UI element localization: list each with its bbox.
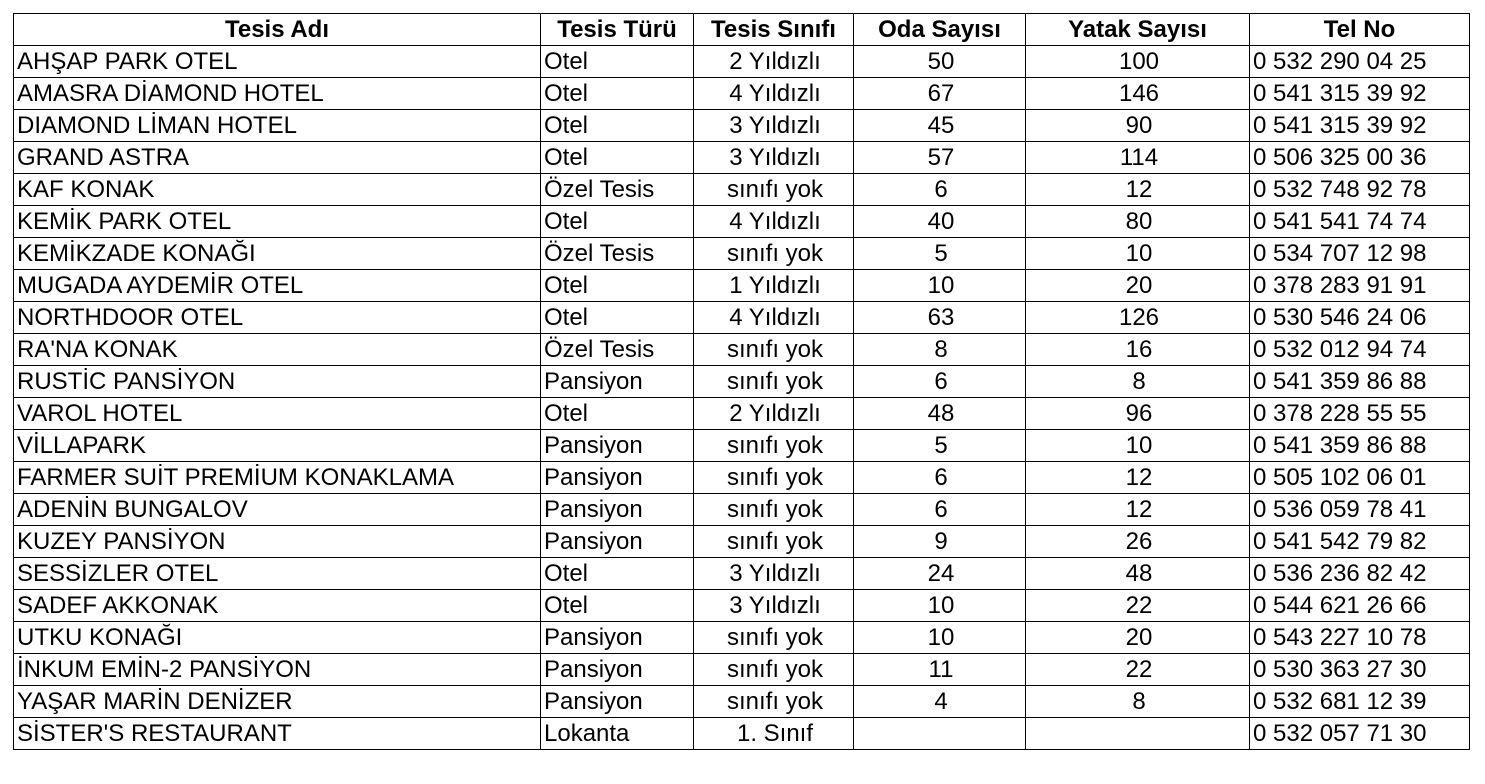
cell-phone: 0 543 227 10 78 <box>1250 622 1470 654</box>
cell-phone: 0 541 359 86 88 <box>1250 430 1470 462</box>
table-row <box>14 206 1470 238</box>
cell-phone: 0 530 363 27 30 <box>1250 654 1470 686</box>
cell-bed-count: 20 <box>1026 622 1250 654</box>
header-row <box>14 14 1470 46</box>
cell-phone: 0 532 290 04 25 <box>1250 46 1470 78</box>
cell-facility-type: Pansiyon <box>541 622 694 654</box>
cell-bed-count: 12 <box>1026 174 1250 206</box>
cell-facility-class: sınıfı yok <box>694 462 854 494</box>
facility-table <box>13 13 1470 750</box>
cell-facility-name: KEMİK PARK OTEL <box>14 206 541 238</box>
cell-facility-name: YAŞAR MARİN DENİZER <box>14 686 541 718</box>
cell-facility-type: Otel <box>541 302 694 334</box>
cell-facility-type: Otel <box>541 558 694 590</box>
cell-room-count: 24 <box>854 558 1026 590</box>
cell-facility-type: Pansiyon <box>541 494 694 526</box>
cell-room-count: 57 <box>854 142 1026 174</box>
cell-facility-name: AHŞAP PARK OTEL <box>14 46 541 78</box>
table-row <box>14 430 1470 462</box>
cell-facility-name: KAF KONAK <box>14 174 541 206</box>
cell-facility-type: Otel <box>541 78 694 110</box>
cell-room-count: 63 <box>854 302 1026 334</box>
cell-facility-name: AMASRA DİAMOND HOTEL <box>14 78 541 110</box>
cell-facility-class: 4 Yıldızlı <box>694 206 854 238</box>
cell-facility-name: İNKUM EMİN-2 PANSİYON <box>14 654 541 686</box>
cell-facility-class: sınıfı yok <box>694 174 854 206</box>
table-row <box>14 718 1470 750</box>
table-row <box>14 462 1470 494</box>
cell-bed-count: 96 <box>1026 398 1250 430</box>
cell-room-count: 6 <box>854 462 1026 494</box>
table-row <box>14 686 1470 718</box>
header-facility-type: Tesis Türü <box>541 14 694 46</box>
cell-room-count: 6 <box>854 366 1026 398</box>
cell-bed-count: 100 <box>1026 46 1250 78</box>
cell-bed-count: 26 <box>1026 526 1250 558</box>
cell-facility-class: sınıfı yok <box>694 334 854 366</box>
cell-facility-class: 1 Yıldızlı <box>694 270 854 302</box>
cell-bed-count: 12 <box>1026 494 1250 526</box>
header-facility-class: Tesis Sınıfı <box>694 14 854 46</box>
table-row <box>14 398 1470 430</box>
table-row <box>14 142 1470 174</box>
cell-facility-name: VİLLAPARK <box>14 430 541 462</box>
cell-facility-type: Otel <box>541 142 694 174</box>
cell-facility-name: ADENİN BUNGALOV <box>14 494 541 526</box>
cell-bed-count <box>1026 718 1250 750</box>
cell-room-count <box>854 718 1026 750</box>
cell-room-count: 6 <box>854 174 1026 206</box>
table-row <box>14 46 1470 78</box>
cell-facility-type: Özel Tesis <box>541 334 694 366</box>
table-row <box>14 654 1470 686</box>
cell-facility-class: 2 Yıldızlı <box>694 398 854 430</box>
cell-facility-type: Otel <box>541 270 694 302</box>
table-row <box>14 366 1470 398</box>
cell-phone: 0 532 681 12 39 <box>1250 686 1470 718</box>
table-row <box>14 558 1470 590</box>
table-row <box>14 526 1470 558</box>
cell-facility-name: SİSTER'S RESTAURANT <box>14 718 541 750</box>
table-row <box>14 270 1470 302</box>
cell-bed-count: 146 <box>1026 78 1250 110</box>
cell-phone: 0 532 057 71 30 <box>1250 718 1470 750</box>
header-phone: Tel No <box>1250 14 1470 46</box>
cell-phone: 0 541 359 86 88 <box>1250 366 1470 398</box>
cell-phone: 0 534 707 12 98 <box>1250 238 1470 270</box>
cell-facility-name: RA'NA KONAK <box>14 334 541 366</box>
cell-facility-name: KEMİKZADE KONAĞI <box>14 238 541 270</box>
cell-bed-count: 22 <box>1026 654 1250 686</box>
cell-facility-type: Otel <box>541 590 694 622</box>
cell-bed-count: 90 <box>1026 110 1250 142</box>
cell-bed-count: 20 <box>1026 270 1250 302</box>
cell-room-count: 48 <box>854 398 1026 430</box>
table-row <box>14 78 1470 110</box>
cell-room-count: 5 <box>854 430 1026 462</box>
header-bed-count: Yatak Sayısı <box>1026 14 1250 46</box>
cell-facility-name: GRAND ASTRA <box>14 142 541 174</box>
cell-facility-class: sınıfı yok <box>694 430 854 462</box>
cell-facility-name: MUGADA AYDEMİR OTEL <box>14 270 541 302</box>
cell-facility-class: sınıfı yok <box>694 238 854 270</box>
table-row <box>14 238 1470 270</box>
cell-facility-class: sınıfı yok <box>694 686 854 718</box>
cell-facility-name: SESSİZLER OTEL <box>14 558 541 590</box>
cell-facility-class: 1. Sınıf <box>694 718 854 750</box>
cell-facility-name: RUSTİC PANSİYON <box>14 366 541 398</box>
header-facility-name: Tesis Adı <box>14 14 541 46</box>
cell-facility-type: Özel Tesis <box>541 174 694 206</box>
cell-facility-type: Otel <box>541 46 694 78</box>
cell-room-count: 5 <box>854 238 1026 270</box>
cell-facility-name: SADEF AKKONAK <box>14 590 541 622</box>
cell-room-count: 9 <box>854 526 1026 558</box>
cell-facility-type: Pansiyon <box>541 366 694 398</box>
cell-bed-count: 22 <box>1026 590 1250 622</box>
cell-facility-class: 3 Yıldızlı <box>694 142 854 174</box>
cell-facility-class: 4 Yıldızlı <box>694 302 854 334</box>
cell-facility-type: Özel Tesis <box>541 238 694 270</box>
cell-phone: 0 536 236 82 42 <box>1250 558 1470 590</box>
cell-phone: 0 378 228 55 55 <box>1250 398 1470 430</box>
cell-bed-count: 10 <box>1026 238 1250 270</box>
cell-bed-count: 48 <box>1026 558 1250 590</box>
cell-facility-class: sınıfı yok <box>694 366 854 398</box>
cell-facility-class: 3 Yıldızlı <box>694 558 854 590</box>
cell-facility-class: 3 Yıldızlı <box>694 590 854 622</box>
cell-bed-count: 12 <box>1026 462 1250 494</box>
cell-facility-type: Pansiyon <box>541 462 694 494</box>
cell-facility-name: VAROL HOTEL <box>14 398 541 430</box>
cell-room-count: 10 <box>854 622 1026 654</box>
cell-facility-name: KUZEY PANSİYON <box>14 526 541 558</box>
cell-facility-class: sınıfı yok <box>694 622 854 654</box>
table-row <box>14 174 1470 206</box>
cell-facility-type: Otel <box>541 398 694 430</box>
cell-phone: 0 378 283 91 91 <box>1250 270 1470 302</box>
cell-phone: 0 536 059 78 41 <box>1250 494 1470 526</box>
table-row <box>14 334 1470 366</box>
cell-facility-type: Otel <box>541 206 694 238</box>
table-row <box>14 110 1470 142</box>
cell-facility-type: Pansiyon <box>541 526 694 558</box>
cell-room-count: 10 <box>854 270 1026 302</box>
cell-phone: 0 541 542 79 82 <box>1250 526 1470 558</box>
cell-room-count: 50 <box>854 46 1026 78</box>
cell-facility-name: FARMER SUİT PREMİUM KONAKLAMA <box>14 462 541 494</box>
cell-facility-class: sınıfı yok <box>694 654 854 686</box>
cell-room-count: 67 <box>854 78 1026 110</box>
cell-room-count: 10 <box>854 590 1026 622</box>
table-row <box>14 494 1470 526</box>
cell-phone: 0 541 541 74 74 <box>1250 206 1470 238</box>
cell-bed-count: 114 <box>1026 142 1250 174</box>
cell-phone: 0 544 621 26 66 <box>1250 590 1470 622</box>
cell-facility-type: Pansiyon <box>541 654 694 686</box>
table-row <box>14 622 1470 654</box>
cell-facility-class: sınıfı yok <box>694 526 854 558</box>
cell-facility-type: Otel <box>541 110 694 142</box>
cell-facility-name: DIAMOND LİMAN HOTEL <box>14 110 541 142</box>
table-row <box>14 302 1470 334</box>
cell-facility-type: Pansiyon <box>541 686 694 718</box>
cell-room-count: 45 <box>854 110 1026 142</box>
cell-facility-type: Pansiyon <box>541 430 694 462</box>
cell-facility-class: 3 Yıldızlı <box>694 110 854 142</box>
cell-room-count: 40 <box>854 206 1026 238</box>
cell-phone: 0 506 325 00 36 <box>1250 142 1470 174</box>
cell-phone: 0 541 315 39 92 <box>1250 110 1470 142</box>
header-room-count: Oda Sayısı <box>854 14 1026 46</box>
cell-facility-class: sınıfı yok <box>694 494 854 526</box>
cell-facility-class: 2 Yıldızlı <box>694 46 854 78</box>
table-row <box>14 590 1470 622</box>
cell-phone: 0 505 102 06 01 <box>1250 462 1470 494</box>
cell-facility-name: UTKU KONAĞI <box>14 622 541 654</box>
cell-facility-name: NORTHDOOR OTEL <box>14 302 541 334</box>
cell-phone: 0 541 315 39 92 <box>1250 78 1470 110</box>
cell-bed-count: 126 <box>1026 302 1250 334</box>
cell-phone: 0 532 748 92 78 <box>1250 174 1470 206</box>
cell-phone: 0 532 012 94 74 <box>1250 334 1470 366</box>
cell-facility-type: Lokanta <box>541 718 694 750</box>
cell-bed-count: 80 <box>1026 206 1250 238</box>
cell-room-count: 4 <box>854 686 1026 718</box>
cell-bed-count: 8 <box>1026 686 1250 718</box>
cell-room-count: 11 <box>854 654 1026 686</box>
cell-room-count: 8 <box>854 334 1026 366</box>
cell-room-count: 6 <box>854 494 1026 526</box>
cell-bed-count: 10 <box>1026 430 1250 462</box>
cell-phone: 0 530 546 24 06 <box>1250 302 1470 334</box>
cell-facility-class: 4 Yıldızlı <box>694 78 854 110</box>
cell-bed-count: 16 <box>1026 334 1250 366</box>
cell-bed-count: 8 <box>1026 366 1250 398</box>
